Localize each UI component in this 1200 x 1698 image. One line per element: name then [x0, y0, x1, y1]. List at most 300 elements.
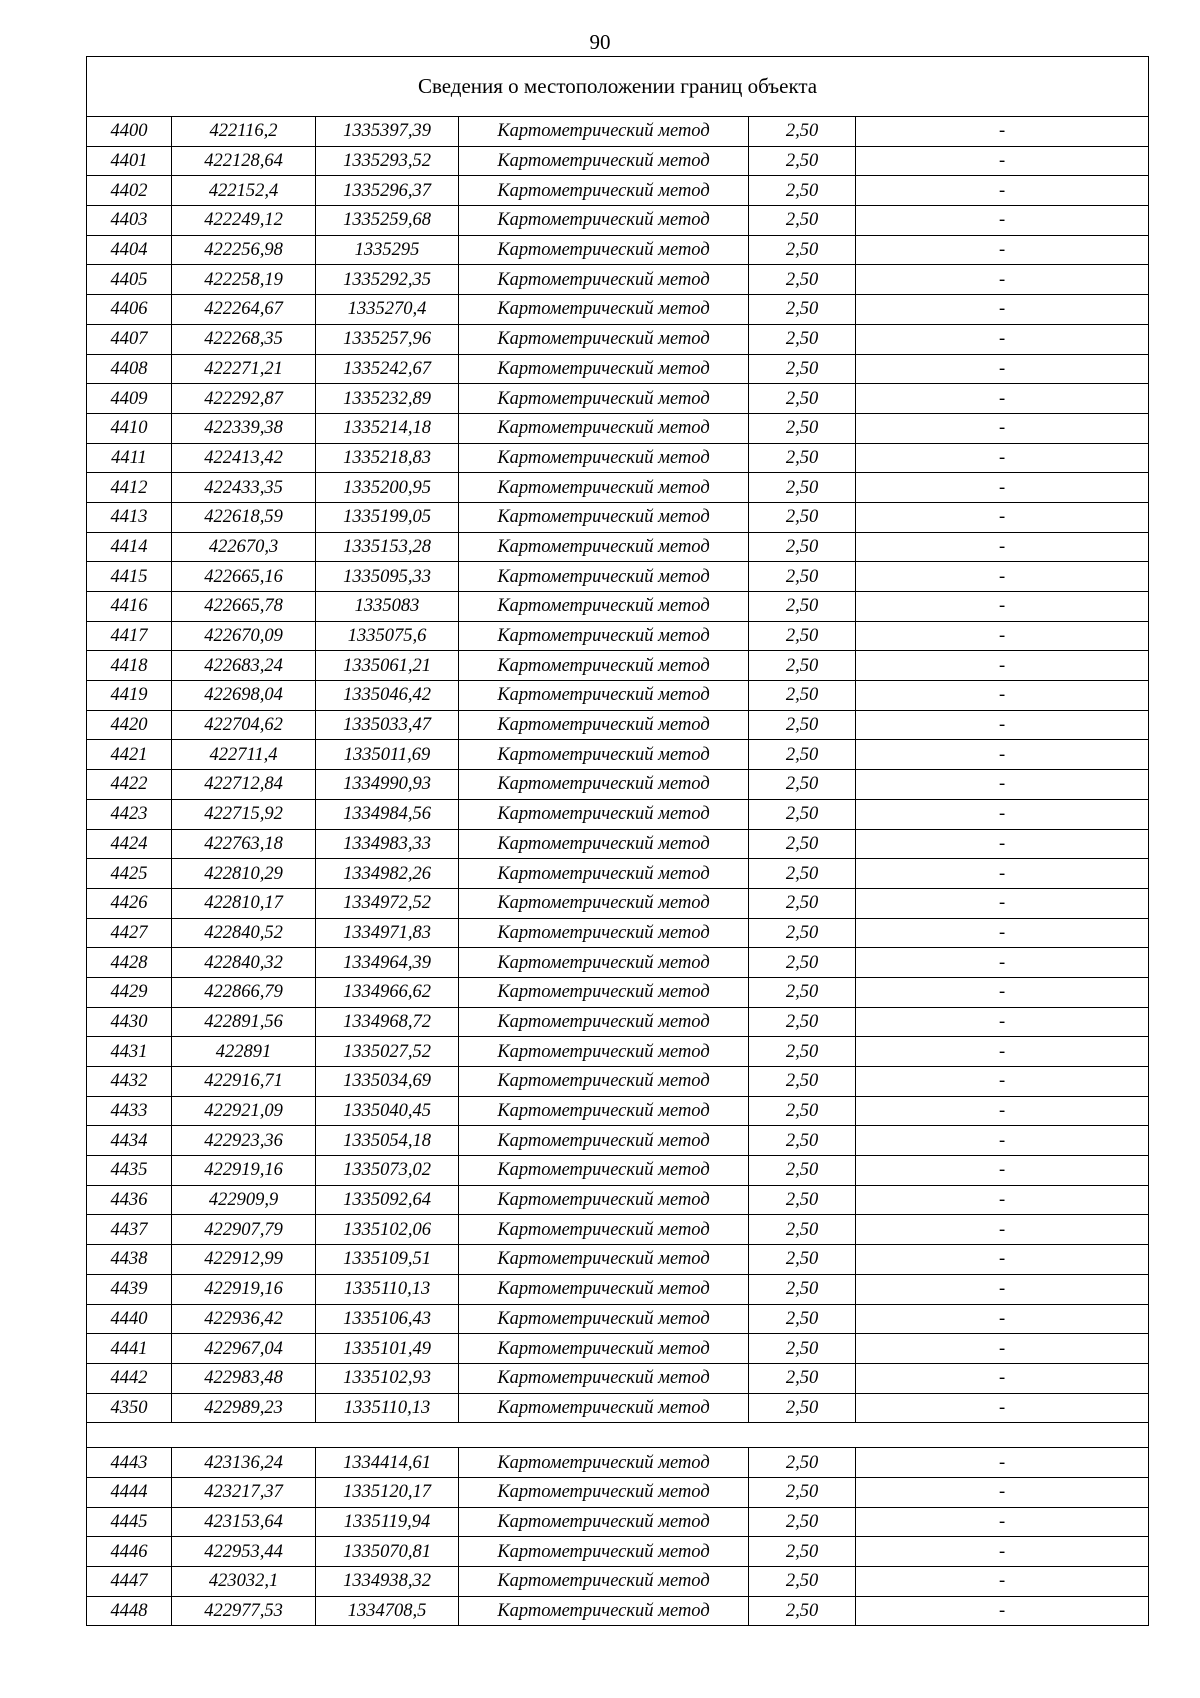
x-coordinate-cell: 422912,99 — [172, 1245, 316, 1275]
description-cell: - — [856, 592, 1149, 622]
point-number-cell: 4412 — [87, 473, 172, 503]
table-row — [87, 176, 1149, 206]
point-number-cell: 4423 — [87, 799, 172, 829]
y-coordinate-cell: 1334938,32 — [316, 1567, 459, 1597]
description-cell: - — [856, 176, 1149, 206]
point-number-cell: 4405 — [87, 265, 172, 295]
y-coordinate-cell: 1335046,42 — [316, 681, 459, 711]
y-coordinate-cell: 1334982,26 — [316, 859, 459, 889]
x-coordinate-cell: 422712,84 — [172, 770, 316, 800]
section-separator-row — [87, 1423, 1149, 1448]
accuracy-cell: 2,50 — [749, 1477, 856, 1507]
table-row — [87, 770, 1149, 800]
accuracy-cell: 2,50 — [749, 1537, 856, 1567]
table-row — [87, 799, 1149, 829]
accuracy-cell: 2,50 — [749, 562, 856, 592]
y-coordinate-cell: 1335034,69 — [316, 1067, 459, 1097]
table-row — [87, 206, 1149, 236]
method-cell: Картометрический метод — [459, 146, 749, 176]
method-cell: Картометрический метод — [459, 1304, 749, 1334]
accuracy-cell: 2,50 — [749, 1304, 856, 1334]
y-coordinate-cell: 1335095,33 — [316, 562, 459, 592]
description-cell: - — [856, 1156, 1149, 1186]
description-cell: - — [856, 324, 1149, 354]
method-cell: Картометрический метод — [459, 977, 749, 1007]
y-coordinate-cell: 1335257,96 — [316, 324, 459, 354]
method-cell: Картометрический метод — [459, 799, 749, 829]
method-cell: Картометрический метод — [459, 265, 749, 295]
description-cell: - — [856, 1126, 1149, 1156]
point-number-cell: 4417 — [87, 621, 172, 651]
y-coordinate-cell: 1334984,56 — [316, 799, 459, 829]
accuracy-cell: 2,50 — [749, 948, 856, 978]
description-cell: - — [856, 502, 1149, 532]
description-cell: - — [856, 532, 1149, 562]
method-cell: Картометрический метод — [459, 324, 749, 354]
method-cell: Картометрический метод — [459, 1067, 749, 1097]
accuracy-cell: 2,50 — [749, 1126, 856, 1156]
description-cell: - — [856, 1245, 1149, 1275]
accuracy-cell: 2,50 — [749, 532, 856, 562]
table-title: Сведения о местоположении границ объекта — [87, 57, 1149, 117]
accuracy-cell: 2,50 — [749, 146, 856, 176]
description-cell: - — [856, 1334, 1149, 1364]
x-coordinate-cell: 422810,17 — [172, 888, 316, 918]
description-cell: - — [856, 473, 1149, 503]
y-coordinate-cell: 1335292,35 — [316, 265, 459, 295]
accuracy-cell: 2,50 — [749, 1245, 856, 1275]
x-coordinate-cell: 422923,36 — [172, 1126, 316, 1156]
accuracy-cell: 2,50 — [749, 651, 856, 681]
description-cell: - — [856, 117, 1149, 147]
y-coordinate-cell: 1335061,21 — [316, 651, 459, 681]
method-cell: Картометрический метод — [459, 562, 749, 592]
method-cell: Картометрический метод — [459, 354, 749, 384]
method-cell: Картометрический метод — [459, 1507, 749, 1537]
point-number-cell: 4408 — [87, 354, 172, 384]
method-cell: Картометрический метод — [459, 948, 749, 978]
y-coordinate-cell: 1335218,83 — [316, 443, 459, 473]
y-coordinate-cell: 1335270,4 — [316, 295, 459, 325]
y-coordinate-cell: 1335110,13 — [316, 1393, 459, 1423]
y-coordinate-cell: 1335200,95 — [316, 473, 459, 503]
accuracy-cell: 2,50 — [749, 859, 856, 889]
x-coordinate-cell: 423136,24 — [172, 1448, 316, 1478]
y-coordinate-cell: 1335242,67 — [316, 354, 459, 384]
description-cell: - — [856, 1567, 1149, 1597]
table-row — [87, 1537, 1149, 1567]
method-cell: Картометрический метод — [459, 384, 749, 414]
x-coordinate-cell: 422977,53 — [172, 1596, 316, 1626]
x-coordinate-cell: 422866,79 — [172, 977, 316, 1007]
accuracy-cell: 2,50 — [749, 1037, 856, 1067]
x-coordinate-cell: 422711,4 — [172, 740, 316, 770]
accuracy-cell: 2,50 — [749, 770, 856, 800]
accuracy-cell: 2,50 — [749, 1596, 856, 1626]
point-number-cell: 4402 — [87, 176, 172, 206]
table-row — [87, 710, 1149, 740]
description-cell: - — [856, 770, 1149, 800]
description-cell: - — [856, 146, 1149, 176]
point-number-cell: 4409 — [87, 384, 172, 414]
point-number-cell: 4443 — [87, 1448, 172, 1478]
method-cell: Картометрический метод — [459, 1126, 749, 1156]
point-number-cell: 4431 — [87, 1037, 172, 1067]
y-coordinate-cell: 1334708,5 — [316, 1596, 459, 1626]
accuracy-cell: 2,50 — [749, 1156, 856, 1186]
y-coordinate-cell: 1335110,13 — [316, 1274, 459, 1304]
table-row — [87, 295, 1149, 325]
accuracy-cell: 2,50 — [749, 740, 856, 770]
x-coordinate-cell: 422268,35 — [172, 324, 316, 354]
description-cell: - — [856, 859, 1149, 889]
table-row — [87, 1567, 1149, 1597]
table-row — [87, 1037, 1149, 1067]
description-cell: - — [856, 443, 1149, 473]
table-row — [87, 1007, 1149, 1037]
table-title-row — [87, 57, 1149, 117]
x-coordinate-cell: 422292,87 — [172, 384, 316, 414]
point-number-cell: 4425 — [87, 859, 172, 889]
table-row — [87, 443, 1149, 473]
description-cell: - — [856, 1215, 1149, 1245]
method-cell: Картометрический метод — [459, 710, 749, 740]
point-number-cell: 4404 — [87, 235, 172, 265]
y-coordinate-cell: 1335199,05 — [316, 502, 459, 532]
table-row — [87, 1393, 1149, 1423]
description-cell: - — [856, 918, 1149, 948]
description-cell: - — [856, 829, 1149, 859]
table-row — [87, 859, 1149, 889]
table-row — [87, 592, 1149, 622]
x-coordinate-cell: 422618,59 — [172, 502, 316, 532]
table-row — [87, 117, 1149, 147]
point-number-cell: 4426 — [87, 888, 172, 918]
y-coordinate-cell: 1335075,6 — [316, 621, 459, 651]
y-coordinate-cell: 1334971,83 — [316, 918, 459, 948]
table-row — [87, 384, 1149, 414]
point-number-cell: 4430 — [87, 1007, 172, 1037]
description-cell: - — [856, 1363, 1149, 1393]
accuracy-cell: 2,50 — [749, 621, 856, 651]
y-coordinate-cell: 1335232,89 — [316, 384, 459, 414]
accuracy-cell: 2,50 — [749, 206, 856, 236]
y-coordinate-cell: 1335259,68 — [316, 206, 459, 236]
x-coordinate-cell: 422919,16 — [172, 1274, 316, 1304]
point-number-cell: 4428 — [87, 948, 172, 978]
table-row — [87, 740, 1149, 770]
method-cell: Картометрический метод — [459, 1156, 749, 1186]
description-cell: - — [856, 1477, 1149, 1507]
accuracy-cell: 2,50 — [749, 888, 856, 918]
table-row — [87, 235, 1149, 265]
table-row — [87, 948, 1149, 978]
x-coordinate-cell: 422271,21 — [172, 354, 316, 384]
description-cell: - — [856, 1596, 1149, 1626]
point-number-cell: 4411 — [87, 443, 172, 473]
x-coordinate-cell: 422665,78 — [172, 592, 316, 622]
x-coordinate-cell: 422840,32 — [172, 948, 316, 978]
method-cell: Картометрический метод — [459, 1096, 749, 1126]
table-row — [87, 1477, 1149, 1507]
point-number-cell: 4424 — [87, 829, 172, 859]
x-coordinate-cell: 422665,16 — [172, 562, 316, 592]
table-row — [87, 1507, 1149, 1537]
table-row — [87, 1185, 1149, 1215]
y-coordinate-cell: 1335153,28 — [316, 532, 459, 562]
accuracy-cell: 2,50 — [749, 176, 856, 206]
y-coordinate-cell: 1335120,17 — [316, 1477, 459, 1507]
description-cell: - — [856, 235, 1149, 265]
table-row — [87, 1067, 1149, 1097]
accuracy-cell: 2,50 — [749, 1274, 856, 1304]
x-coordinate-cell: 422704,62 — [172, 710, 316, 740]
description-cell: - — [856, 681, 1149, 711]
point-number-cell: 4410 — [87, 413, 172, 443]
y-coordinate-cell: 1335397,39 — [316, 117, 459, 147]
accuracy-cell: 2,50 — [749, 295, 856, 325]
y-coordinate-cell: 1335106,43 — [316, 1304, 459, 1334]
description-cell: - — [856, 1448, 1149, 1478]
method-cell: Картометрический метод — [459, 621, 749, 651]
point-number-cell: 4437 — [87, 1215, 172, 1245]
method-cell: Картометрический метод — [459, 1477, 749, 1507]
table-row — [87, 532, 1149, 562]
description-cell: - — [856, 651, 1149, 681]
y-coordinate-cell: 1335011,69 — [316, 740, 459, 770]
description-cell: - — [856, 1393, 1149, 1423]
table-row — [87, 977, 1149, 1007]
x-coordinate-cell: 422249,12 — [172, 206, 316, 236]
method-cell: Картометрический метод — [459, 740, 749, 770]
point-number-cell: 4416 — [87, 592, 172, 622]
point-number-cell: 4433 — [87, 1096, 172, 1126]
accuracy-cell: 2,50 — [749, 1567, 856, 1597]
method-cell: Картометрический метод — [459, 1448, 749, 1478]
y-coordinate-cell: 1335101,49 — [316, 1334, 459, 1364]
y-coordinate-cell: 1335296,37 — [316, 176, 459, 206]
y-coordinate-cell: 1335033,47 — [316, 710, 459, 740]
point-number-cell: 4401 — [87, 146, 172, 176]
accuracy-cell: 2,50 — [749, 324, 856, 354]
x-coordinate-cell: 422891,56 — [172, 1007, 316, 1037]
method-cell: Картометрический метод — [459, 681, 749, 711]
x-coordinate-cell: 422907,79 — [172, 1215, 316, 1245]
point-number-cell: 4413 — [87, 502, 172, 532]
table-row — [87, 681, 1149, 711]
table-row — [87, 1448, 1149, 1478]
method-cell: Картометрический метод — [459, 1596, 749, 1626]
x-coordinate-cell: 422891 — [172, 1037, 316, 1067]
x-coordinate-cell: 423217,37 — [172, 1477, 316, 1507]
y-coordinate-cell: 1335102,93 — [316, 1363, 459, 1393]
method-cell: Картометрический метод — [459, 1215, 749, 1245]
point-number-cell: 4414 — [87, 532, 172, 562]
accuracy-cell: 2,50 — [749, 1363, 856, 1393]
x-coordinate-cell: 422763,18 — [172, 829, 316, 859]
y-coordinate-cell: 1334990,93 — [316, 770, 459, 800]
point-number-cell: 4415 — [87, 562, 172, 592]
table-row — [87, 1363, 1149, 1393]
y-coordinate-cell: 1335214,18 — [316, 413, 459, 443]
x-coordinate-cell: 422909,9 — [172, 1185, 316, 1215]
x-coordinate-cell: 422840,52 — [172, 918, 316, 948]
x-coordinate-cell: 422258,19 — [172, 265, 316, 295]
accuracy-cell: 2,50 — [749, 473, 856, 503]
description-cell: - — [856, 1037, 1149, 1067]
accuracy-cell: 2,50 — [749, 354, 856, 384]
table-row — [87, 324, 1149, 354]
y-coordinate-cell: 1335109,51 — [316, 1245, 459, 1275]
method-cell: Картометрический метод — [459, 1245, 749, 1275]
x-coordinate-cell: 422670,3 — [172, 532, 316, 562]
table-row — [87, 354, 1149, 384]
method-cell: Картометрический метод — [459, 235, 749, 265]
x-coordinate-cell: 422936,42 — [172, 1304, 316, 1334]
point-number-cell: 4439 — [87, 1274, 172, 1304]
boundary-coordinates-table — [86, 56, 1149, 1626]
description-cell: - — [856, 1537, 1149, 1567]
method-cell: Картометрический метод — [459, 443, 749, 473]
x-coordinate-cell: 422264,67 — [172, 295, 316, 325]
point-number-cell: 4447 — [87, 1567, 172, 1597]
description-cell: - — [856, 354, 1149, 384]
method-cell: Картометрический метод — [459, 1037, 749, 1067]
y-coordinate-cell: 1335040,45 — [316, 1096, 459, 1126]
y-coordinate-cell: 1335083 — [316, 592, 459, 622]
description-cell: - — [856, 1007, 1149, 1037]
accuracy-cell: 2,50 — [749, 592, 856, 622]
table-row — [87, 1334, 1149, 1364]
point-number-cell: 4400 — [87, 117, 172, 147]
accuracy-cell: 2,50 — [749, 235, 856, 265]
description-cell: - — [856, 888, 1149, 918]
description-cell: - — [856, 799, 1149, 829]
accuracy-cell: 2,50 — [749, 1096, 856, 1126]
method-cell: Картометрический метод — [459, 1567, 749, 1597]
description-cell: - — [856, 206, 1149, 236]
accuracy-cell: 2,50 — [749, 265, 856, 295]
method-cell: Картометрический метод — [459, 176, 749, 206]
description-cell: - — [856, 1096, 1149, 1126]
point-number-cell: 4419 — [87, 681, 172, 711]
method-cell: Картометрический метод — [459, 1274, 749, 1304]
x-coordinate-cell: 422698,04 — [172, 681, 316, 711]
description-cell: - — [856, 384, 1149, 414]
table-row — [87, 651, 1149, 681]
y-coordinate-cell: 1335295 — [316, 235, 459, 265]
x-coordinate-cell: 422683,24 — [172, 651, 316, 681]
x-coordinate-cell: 422921,09 — [172, 1096, 316, 1126]
description-cell: - — [856, 265, 1149, 295]
accuracy-cell: 2,50 — [749, 1507, 856, 1537]
point-number-cell: 4440 — [87, 1304, 172, 1334]
method-cell: Картометрический метод — [459, 532, 749, 562]
method-cell: Картометрический метод — [459, 295, 749, 325]
y-coordinate-cell: 1335070,81 — [316, 1537, 459, 1567]
y-coordinate-cell: 1335102,06 — [316, 1215, 459, 1245]
point-number-cell: 4422 — [87, 770, 172, 800]
method-cell: Картометрический метод — [459, 1363, 749, 1393]
method-cell: Картометрический метод — [459, 651, 749, 681]
x-coordinate-cell: 422433,35 — [172, 473, 316, 503]
description-cell: - — [856, 413, 1149, 443]
method-cell: Картометрический метод — [459, 502, 749, 532]
accuracy-cell: 2,50 — [749, 502, 856, 532]
point-number-cell: 4445 — [87, 1507, 172, 1537]
accuracy-cell: 2,50 — [749, 1334, 856, 1364]
y-coordinate-cell: 1334966,62 — [316, 977, 459, 1007]
table-row — [87, 265, 1149, 295]
accuracy-cell: 2,50 — [749, 384, 856, 414]
y-coordinate-cell: 1334968,72 — [316, 1007, 459, 1037]
method-cell: Картометрический метод — [459, 918, 749, 948]
x-coordinate-cell: 422983,48 — [172, 1363, 316, 1393]
x-coordinate-cell: 422413,42 — [172, 443, 316, 473]
method-cell: Картометрический метод — [459, 888, 749, 918]
description-cell: - — [856, 740, 1149, 770]
x-coordinate-cell: 422989,23 — [172, 1393, 316, 1423]
x-coordinate-cell: 423032,1 — [172, 1567, 316, 1597]
table-row — [87, 1096, 1149, 1126]
accuracy-cell: 2,50 — [749, 1185, 856, 1215]
point-number-cell: 4427 — [87, 918, 172, 948]
point-number-cell: 4406 — [87, 295, 172, 325]
point-number-cell: 4434 — [87, 1126, 172, 1156]
accuracy-cell: 2,50 — [749, 1067, 856, 1097]
method-cell: Картометрический метод — [459, 1393, 749, 1423]
table-row — [87, 1156, 1149, 1186]
y-coordinate-cell: 1335073,02 — [316, 1156, 459, 1186]
table-row — [87, 502, 1149, 532]
x-coordinate-cell: 422715,92 — [172, 799, 316, 829]
y-coordinate-cell: 1334972,52 — [316, 888, 459, 918]
accuracy-cell: 2,50 — [749, 1448, 856, 1478]
method-cell: Картометрический метод — [459, 117, 749, 147]
x-coordinate-cell: 422128,64 — [172, 146, 316, 176]
description-cell: - — [856, 1274, 1149, 1304]
method-cell: Картометрический метод — [459, 1537, 749, 1567]
point-number-cell: 4438 — [87, 1245, 172, 1275]
description-cell: - — [856, 562, 1149, 592]
x-coordinate-cell: 422919,16 — [172, 1156, 316, 1186]
point-number-cell: 4432 — [87, 1067, 172, 1097]
description-cell: - — [856, 977, 1149, 1007]
accuracy-cell: 2,50 — [749, 977, 856, 1007]
table-row — [87, 146, 1149, 176]
y-coordinate-cell: 1335027,52 — [316, 1037, 459, 1067]
method-cell: Картометрический метод — [459, 1334, 749, 1364]
table-row — [87, 1274, 1149, 1304]
y-coordinate-cell: 1334414,61 — [316, 1448, 459, 1478]
table-row — [87, 1596, 1149, 1626]
point-number-cell: 4407 — [87, 324, 172, 354]
method-cell: Картометрический метод — [459, 473, 749, 503]
table-row — [87, 1126, 1149, 1156]
x-coordinate-cell: 422256,98 — [172, 235, 316, 265]
y-coordinate-cell: 1334983,33 — [316, 829, 459, 859]
accuracy-cell: 2,50 — [749, 918, 856, 948]
x-coordinate-cell: 422953,44 — [172, 1537, 316, 1567]
table-row — [87, 829, 1149, 859]
description-cell: - — [856, 1507, 1149, 1537]
x-coordinate-cell: 422339,38 — [172, 413, 316, 443]
y-coordinate-cell: 1335119,94 — [316, 1507, 459, 1537]
table-row — [87, 562, 1149, 592]
accuracy-cell: 2,50 — [749, 681, 856, 711]
y-coordinate-cell: 1335092,64 — [316, 1185, 459, 1215]
description-cell: - — [856, 1185, 1149, 1215]
